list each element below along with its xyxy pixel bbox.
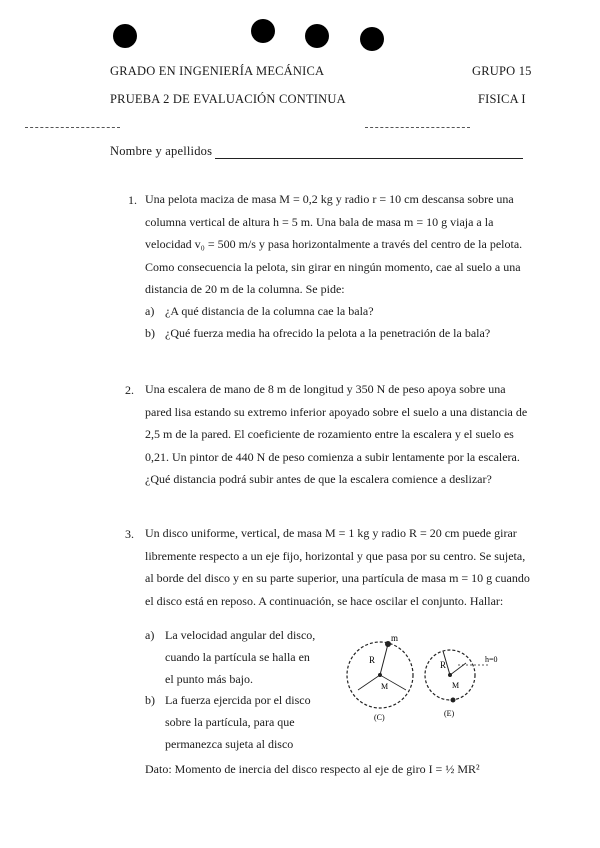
header-degree: GRADO EN INGENIERÍA MECÁNICA [110,64,325,78]
disc-1-particle-label: m [391,633,399,643]
problem-1-item-b: b) ¿Qué fuerza media ha ofrecido la pelota a la penetración de la bala? [145,326,491,340]
disc-1-radius-label: R [369,655,376,665]
problem-2-line: pared lisa estando su extremo inferior apoyado sobre el suelo a una distancia de [145,404,528,419]
punch-hole-3 [305,24,329,48]
problem-2-statement [145,378,541,491]
problem-1-line: distancia de 20 m de la columna. Se pide: [145,282,345,296]
problem-2-line: Una escalera de mano de 8 m de longitud y 350 N de peso apoya sobre una [145,382,506,396]
problem-3-line: al borde del disco y en su parte superior, una partícula de masa m = 10 g cuando [145,571,530,585]
disc-figure [340,630,500,725]
disc-1-center-label: M [381,682,389,691]
problem-3-line: libremente respecto a un eje fijo, horizontal y que pasa por su centro. Se sujeta, [145,548,526,563]
disc-2-caption: (E) [444,709,455,718]
header-test: PRUEBA 2 DE EVALUACIÓN CONTINUA [110,92,346,106]
name-field[interactable] [215,158,523,159]
problem-3-data-note: Dato: Momento de inercia del disco respecto al eje de giro I = ½ MR² [145,762,480,776]
problem-1-line: Como consecuencia la pelota, sin girar en ningún momento, cae al suelo a una [145,259,521,274]
problem-2-line: ¿Qué distancia podrá subir antes de que la escalera comience a deslizar? [145,472,492,486]
problem-3-line: Un disco uniforme, vertical, de masa M = 1 kg y radio R = 20 cm puede girar [145,526,517,540]
header-divider [25,127,120,128]
disc-1-radius [380,644,388,675]
problem-3-statement [145,522,541,612]
problem-2-line: 0,21. Un pintor de 440 N de peso comienza a subir lentamente por la escalera. [145,449,520,464]
header-divider-right [365,127,470,128]
disc-2-reference-label: h=0 [485,655,498,664]
problem-1-line: Una pelota maciza de masa M = 0,2 kg y radio r = 10 cm descansa sobre una [145,192,514,206]
disc-1-caption: (C) [374,713,385,722]
disc-2-radius-label: R [440,660,447,670]
problem-1-number: 1. [128,193,137,207]
punch-hole-4 [360,27,384,51]
problem-1-statement [145,188,541,301]
punch-hole-2 [251,19,275,43]
header-group: GRUPO 15 [472,64,532,78]
problem-3-item-b: b) La fuerza ejercida por el disco sobre la partícula, para que permanezca sujeta al disco [145,693,311,751]
problem-1-item-a: a) ¿A qué distancia de la columna cae la bala? [145,304,374,318]
header-subject: FISICA I [478,92,526,106]
problem-1-line: columna vertical de altura h = 5 m. Una bala de masa m = 10 g viaja a la [145,214,494,229]
problem-1-line: velocidad v₀ = 500 m/s y pasa horizontalmente a través del centro de la pelota. [145,237,523,251]
problem-3-item-a: a) La velocidad angular del disco, cuando la partícula se halla en el punto más bajo. [145,628,316,686]
punch-hole-1 [113,24,137,48]
name-label: Nombre y apellidos [110,144,213,158]
disc-2-center-label: M [452,681,460,690]
problem-2-number: 2. [125,383,134,397]
problem-2-line: 2,5 m de la pared. El coeficiente de rozamiento entre la escalera y el suelo es [145,427,514,441]
problem-3-line: el disco está en reposo. A continuación, se hace oscilar el conjunto. Hallar: [145,593,504,608]
disc-2-particle [451,698,456,703]
problem-3-number: 3. [125,527,134,541]
